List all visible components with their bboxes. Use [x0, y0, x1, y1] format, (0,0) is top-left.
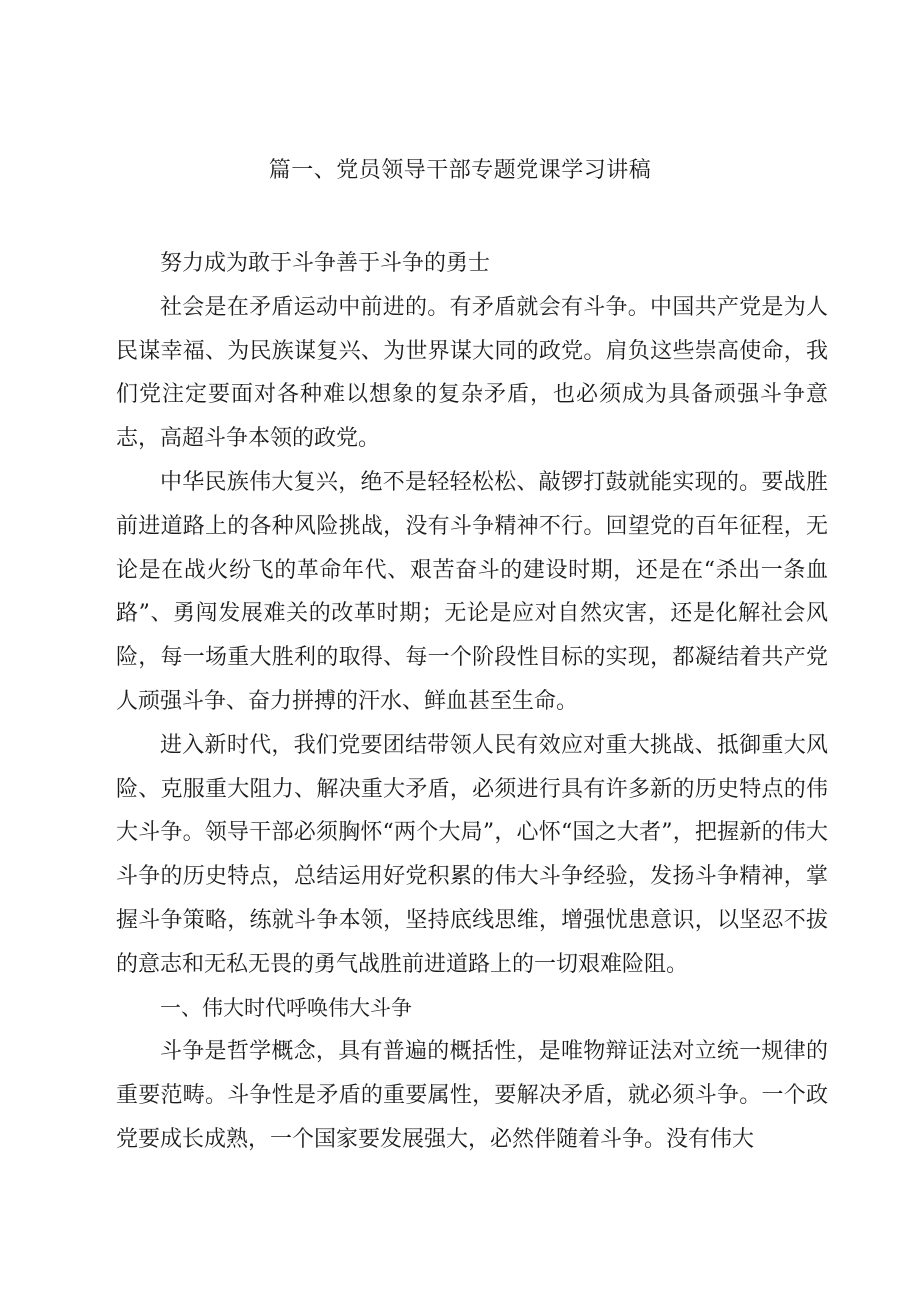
- section-heading: 一、伟大时代呼唤伟大斗争: [160, 995, 412, 1020]
- paragraph-2: 中华民族伟大复兴，绝不是轻轻松松、敲锣打鼓就能实现的。要战胜前进道路上的各种风险挑战，没有斗争精神不行。回望党的百年征程，无论是在战火纷飞的革命年代、艰苦奋斗的建设时期，还是在“杀出一条血路”、勇闯发展难关的改革时期；无论是应对自然灾害，还是化解社会风险，每一场重大胜利的取得、每一个阶段性目标的实现，都凝结着共产党人顽强斗争、奋力拼搏的汗水、鲜血甚至生命。: [116, 469, 828, 714]
- paragraph-1: 社会是在矛盾运动中前进的。有矛盾就会有斗争。中国共产党是为人民谋幸福、为民族谋复兴、为世界谋大同的政党。肩负这些崇高使命，我们党注定要面对各种难以想象的复杂矛盾，也必须成为具备顽强斗争意志，高超斗争本领的政党。: [116, 294, 828, 452]
- section-paragraph: 斗争是哲学概念，具有普遍的概括性，是唯物辩证法对立统一规律的重要范畴。斗争性是矛盾的重要属性，要解决矛盾，就必须斗争。一个政党要成长成熟，一个国家要发展强大，必然伴随着斗争。没有伟大: [116, 1039, 828, 1152]
- document-subtitle: 努力成为敢于斗争善于斗争的勇士: [160, 251, 491, 276]
- document-body: [116, 242, 828, 1162]
- document-title: 篇一、党员领导干部专题党课学习讲稿: [268, 158, 652, 183]
- paragraph-3: 进入新时代，我们党要团结带领人民有效应对重大挑战、抵御重大风险、克服重大阻力、解决重大矛盾，必须进行具有许多新的历史特点的伟大斗争。领导干部必须胸怀“两个大局”，心怀“国之大者”，把握新的伟大斗争的历史特点，总结运用好党积累的伟大斗争经验，发扬斗争精神，掌握斗争策略，练就斗争本领，坚持底线思维，增强忧患意识，以坚忍不拔的意志和无私无畏的勇气战胜前进道路上的一切艰难险阻。: [116, 732, 828, 977]
